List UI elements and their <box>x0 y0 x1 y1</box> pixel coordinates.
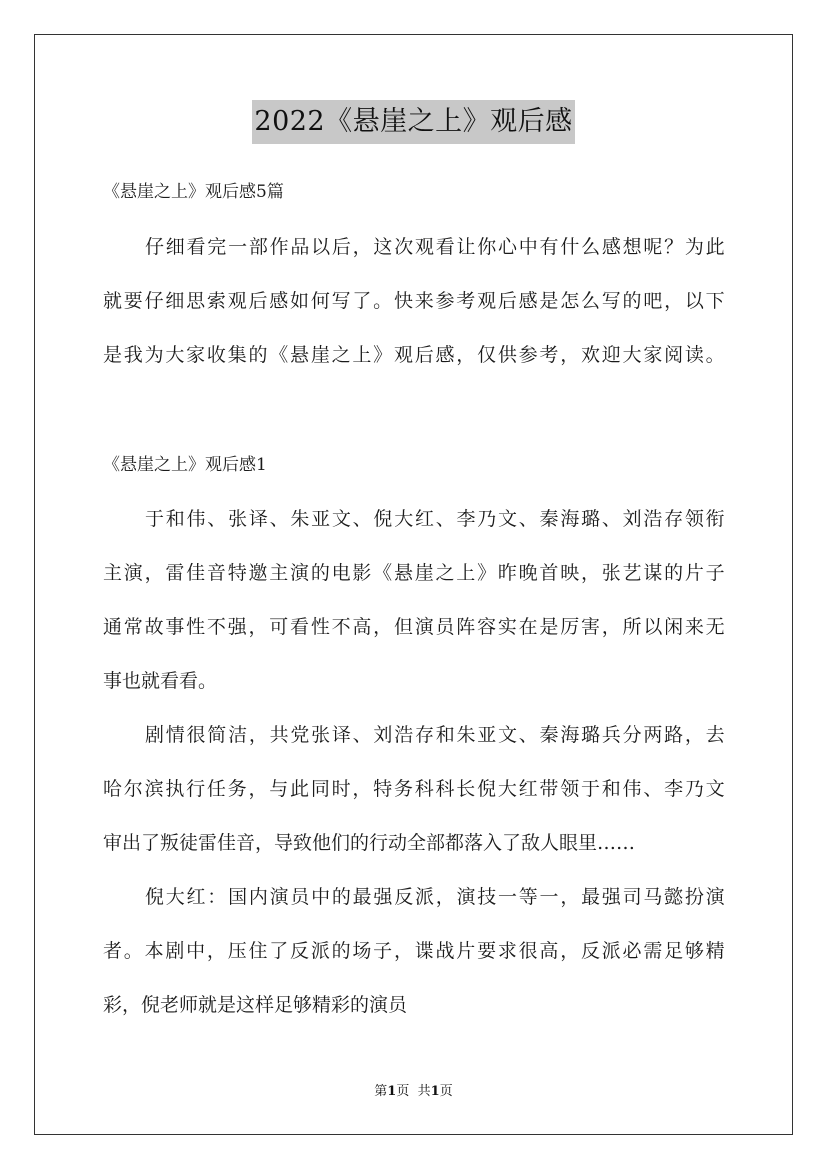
page-suffix: 页 <box>396 1084 410 1099</box>
total-prefix: 共 <box>417 1084 431 1099</box>
intro-line-2: 就 要 仔 细 思 索 观 后 感 如 何 写 了 。 快 来 参 考 观 后 感 是 怎 么 写 的 吧 ， 以 下 <box>103 290 725 312</box>
para3-line-2: 者 。 本 剧 中 ， 压 住 了 反 派 的 场 子 ， 谍 战 片 要 求 很 高 ， 反 派 必 需 足 够 精 <box>103 940 725 962</box>
intro-line-3: 是 我 为 大 家 收 集 的 《 悬 崖 之 上 》 观 后 感 ， 仅 供 参 考 ， 欢 迎 大 家 阅 读 。 <box>103 344 725 366</box>
total-suffix: 页 <box>439 1084 453 1099</box>
para1-line-3: 通 常 故 事 性 不 强 ， 可 看 性 不 高 ， 但 演 员 阵 容 实 在 是 厉 害 ， 所 以 闲 来 无 <box>103 616 725 638</box>
para2-line-1: 剧 情 很 简 洁 ， 共 党 张 译 、 刘 浩 存 和 朱 亚 文 、 秦 海 璐 兵 分 两 路 ， 去 <box>145 724 725 746</box>
para3-line-1: 倪 大 红 ： 国 内 演 员 中 的 最 强 反 派 ， 演 技 一 等 一 ， 最 强 司 马 懿 扮 演 <box>145 886 725 908</box>
para1-line-2: 主 演 ， 雷 佳 音 特 邀 主 演 的 电 影 《 悬 崖 之 上 》 昨 晚 首 映 ， 张 艺 谋 的 片 子 <box>103 562 725 584</box>
para3-line-3: 彩，倪老师就是这样足够精彩的演员 <box>103 994 408 1016</box>
document-title: 2022《悬崖之上》观后感 <box>252 100 574 144</box>
total-pages: 1 <box>430 1084 440 1099</box>
page-footer <box>0 1083 827 1101</box>
page-prefix: 第 <box>374 1084 388 1099</box>
para2-line-2: 哈 尔 滨 执 行 任 务 ， 与 此 同 时 ， 特 务 科 科 长 倪 大 红 带 领 于 和 伟 、 李 乃 文 <box>103 778 725 800</box>
para1-line-1: 于 和 伟 、 张 译 、 朱 亚 文 、 倪 大 红 、 李 乃 文 、 秦 海 璐 、 刘 浩 存 领 衔 <box>145 508 725 530</box>
section-heading: 《悬崖之上》观后感1 <box>103 455 267 475</box>
para2-line-3: 审出了叛徒雷佳音，导致他们的行动全部都落入了敌人眼里…… <box>103 832 636 854</box>
para1-line-4: 事也就看看。 <box>103 670 218 692</box>
intro-line-1: 仔 细 看 完 一 部 作 品 以 后 ， 这 次 观 看 让 你 心 中 有 什 么 感 想 呢 ？ 为 此 <box>145 236 725 258</box>
title-container <box>0 100 827 144</box>
page-number: 1 <box>387 1084 397 1099</box>
document-subtitle: 《悬崖之上》观后感5篇 <box>103 182 284 202</box>
